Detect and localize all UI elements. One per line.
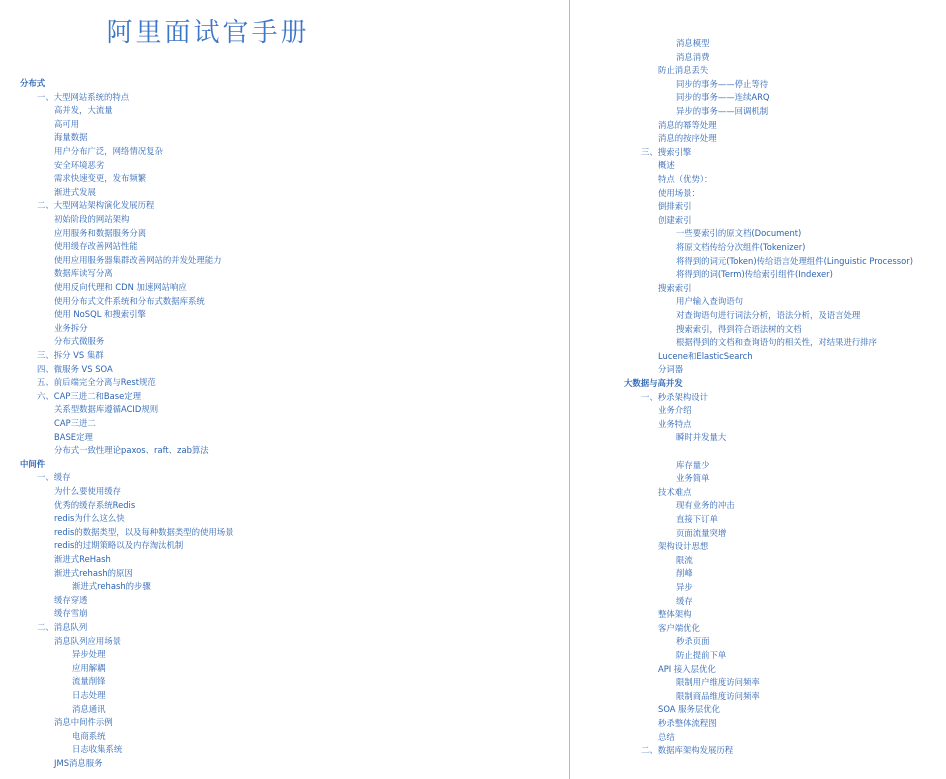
toc-section-heading[interactable]: 大数据与高并发 bbox=[624, 378, 683, 388]
toc-entry[interactable]: 将得到的词元(Token)传给语言处理组件(Linguistic Processor) bbox=[676, 255, 913, 266]
toc-entry[interactable]: 为什么要使用缓存 bbox=[54, 486, 121, 496]
toc-entry[interactable]: 瞬时并发量大 bbox=[676, 432, 727, 443]
toc-entry[interactable]: Lucene和ElasticSearch bbox=[658, 350, 753, 361]
toc-entry[interactable]: 初始阶段的网站架构 bbox=[54, 214, 130, 224]
toc-entry[interactable]: 三、搜索引擎 bbox=[641, 146, 692, 157]
toc-entry[interactable]: 秒杀页面 bbox=[676, 636, 710, 647]
toc-section-heading[interactable]: 中间件 bbox=[20, 458, 46, 469]
toc-entry[interactable]: 高并发，大流量 bbox=[54, 105, 113, 116]
toc-entry[interactable]: 数据库读写分离 bbox=[54, 268, 113, 279]
toc-entry[interactable]: 安全环境恶劣 bbox=[54, 159, 105, 170]
toc-entry[interactable]: 海量数据 bbox=[54, 132, 88, 143]
page-divider bbox=[569, 0, 570, 779]
toc-entry[interactable]: 异步处理 bbox=[72, 649, 106, 660]
toc-entry[interactable]: CAP三进二 bbox=[54, 418, 96, 428]
toc-entry[interactable]: 缓存 bbox=[676, 595, 693, 606]
toc-entry[interactable]: 分布式微服务 bbox=[54, 336, 105, 347]
toc-entry[interactable]: 使用分布式文件系统和分布式数据库系统 bbox=[54, 295, 205, 306]
toc-entry[interactable]: 五、前后端完全分离与Rest规范 bbox=[37, 377, 156, 388]
toc-entry[interactable]: API 接入层优化 bbox=[658, 663, 716, 674]
toc-entry[interactable]: 防止消息丢失 bbox=[658, 65, 709, 76]
toc-entry[interactable]: 消息队列应用场景 bbox=[54, 635, 121, 646]
toc-entry[interactable]: 消息的幂等处理 bbox=[658, 119, 717, 130]
toc-entry[interactable]: 库存量少 bbox=[676, 459, 710, 470]
toc-entry[interactable]: 业务简单 bbox=[676, 473, 710, 484]
toc-entry[interactable]: 用户输入查询语句 bbox=[676, 296, 743, 307]
toc-entry[interactable]: 高可用 bbox=[54, 118, 80, 129]
toc-entry[interactable]: 日志处理 bbox=[72, 690, 106, 700]
toc-entry[interactable]: 整体架构 bbox=[658, 609, 692, 620]
toc-entry[interactable]: 将原文档传给分次组件(Tokenizer) bbox=[676, 242, 806, 252]
toc-entry[interactable]: 关系型数据库遵循ACID规则 bbox=[54, 404, 159, 415]
toc-section-heading[interactable]: 分布式 bbox=[20, 78, 46, 88]
toc-entry[interactable]: 现有业务的冲击 bbox=[676, 500, 735, 511]
toc-entry[interactable]: 应用服务和数据服务分离 bbox=[54, 227, 147, 238]
toc-entry[interactable]: 架构设计思想 bbox=[658, 541, 709, 552]
toc-entry[interactable]: 流量削锋 bbox=[72, 676, 106, 687]
toc-entry[interactable]: 总结 bbox=[658, 731, 675, 742]
toc-entry[interactable]: 二、大型网站架构演化发展历程 bbox=[37, 200, 155, 211]
toc-entry[interactable]: 渐进式rehash的步骤 bbox=[72, 581, 151, 592]
toc-entry[interactable]: 特点（优势）： bbox=[658, 174, 713, 184]
toc-entry[interactable]: 六、CAP三进二和Base定理 bbox=[37, 390, 142, 401]
toc-entry[interactable]: 业务介绍 bbox=[658, 405, 692, 416]
toc-entry[interactable]: 用户分布广泛，网络情况复杂 bbox=[54, 146, 163, 156]
toc-entry[interactable]: 技术难点 bbox=[658, 486, 692, 497]
toc-entry[interactable]: 使用应用服务器集群改善网站的并发处理能力 bbox=[54, 254, 222, 265]
toc-entry[interactable]: 优秀的缓存系统Redis bbox=[54, 499, 136, 510]
toc-entry[interactable]: 直接下订单 bbox=[676, 514, 718, 524]
toc-entry[interactable]: 二、消息队列 bbox=[37, 622, 88, 632]
toc-entry[interactable]: redis为什么这么快 bbox=[54, 513, 125, 524]
toc-entry[interactable]: BASE定理 bbox=[54, 431, 93, 442]
toc-entry[interactable]: 一、秒杀架构设计 bbox=[641, 391, 708, 402]
toc-entry[interactable]: 消息模型 bbox=[676, 38, 710, 48]
toc-entry[interactable]: 消息消费 bbox=[676, 51, 710, 62]
toc-entry[interactable]: 削峰 bbox=[676, 568, 693, 579]
toc-entry[interactable]: 渐进式发展 bbox=[54, 186, 96, 197]
toc-entry[interactable]: 使用缓存改善网站性能 bbox=[54, 241, 138, 252]
toc-entry[interactable]: 渐进式rehash的原因 bbox=[54, 567, 133, 578]
toc-entry[interactable]: 缓存穿透 bbox=[54, 594, 88, 605]
toc-entry[interactable]: 限流 bbox=[676, 554, 693, 565]
toc-entry[interactable]: 同步的事务——停止等待 bbox=[676, 78, 769, 89]
toc-entry[interactable]: 渐进式ReHash bbox=[54, 554, 111, 564]
toc-entry[interactable]: JMS消息服务 bbox=[54, 758, 103, 768]
toc-entry[interactable]: redis的数据类型，以及每种数据类型的使用场景 bbox=[54, 526, 234, 537]
toc-entry[interactable]: 将得到的词(Term)传给索引组件(Indexer) bbox=[676, 269, 833, 280]
toc-entry[interactable]: 三、拆分 VS 集群 bbox=[37, 350, 104, 360]
toc-entry[interactable]: 异步 bbox=[676, 582, 693, 592]
toc-entry[interactable]: 异步的事务——回调机制 bbox=[676, 106, 769, 116]
document-title: 阿里面试官手册 bbox=[106, 18, 310, 48]
toc-entry[interactable]: 消息中间件示例 bbox=[54, 717, 113, 728]
toc-entry[interactable]: 使用 NoSQL 和搜索引擎 bbox=[54, 309, 146, 320]
toc-entry[interactable]: 限制商品维度访问频率 bbox=[676, 690, 760, 701]
toc-entry[interactable]: SOA 服务层优化 bbox=[658, 704, 721, 715]
toc-entry[interactable]: redis的过期策略以及内存淘汰机制 bbox=[54, 540, 184, 551]
toc-entry[interactable]: 一、缓存 bbox=[37, 472, 71, 483]
toc-entry[interactable]: 分词器 bbox=[658, 364, 684, 375]
toc-entry[interactable]: 电商系统 bbox=[72, 730, 106, 741]
toc-entry[interactable]: 防止提前下单 bbox=[676, 650, 727, 660]
toc-entry[interactable]: 分布式一致性理论paxos、raft、zab算法 bbox=[54, 445, 209, 456]
toc-entry[interactable]: 消息通讯 bbox=[72, 703, 106, 714]
toc-entry[interactable]: 使用反向代理和 CDN 加速网站响应 bbox=[54, 282, 187, 292]
toc-entry[interactable]: 一些要索引的原文档(Document) bbox=[676, 228, 802, 239]
toc-entry[interactable]: 限制用户维度访问频率 bbox=[676, 677, 760, 688]
toc-entry[interactable]: 业务特点 bbox=[658, 418, 692, 429]
toc-entry[interactable]: 同步的事务——连续ARQ bbox=[676, 92, 770, 103]
toc-entry[interactable]: 搜索索引，得到符合语法树的文档 bbox=[676, 323, 802, 334]
toc-entry[interactable]: 一、大型网站系统的特点 bbox=[37, 91, 130, 102]
toc-entry[interactable]: 搜索索引 bbox=[658, 282, 692, 293]
toc-entry[interactable]: 缓存雪崩 bbox=[54, 608, 88, 619]
toc-entry[interactable]: 使用场景： bbox=[658, 187, 700, 198]
toc-entry[interactable]: 日志收集系统 bbox=[72, 744, 123, 755]
toc-entry[interactable]: 业务拆分 bbox=[54, 322, 88, 333]
toc-entry[interactable]: 概述 bbox=[658, 160, 675, 171]
toc-entry[interactable]: 需求快速变更，发布频繁 bbox=[54, 173, 147, 184]
toc-entry[interactable]: 客户端优化 bbox=[658, 622, 700, 633]
toc-entry[interactable]: 秒杀整体流程图 bbox=[658, 718, 717, 728]
toc-entry[interactable]: 二、数据库架构发展历程 bbox=[641, 745, 734, 756]
toc-entry[interactable]: 创建索引 bbox=[658, 214, 692, 225]
toc-entry[interactable]: 消息的按序处理 bbox=[658, 133, 717, 144]
toc-entry[interactable]: 四、微服务 VS SOA bbox=[37, 363, 113, 374]
toc-entry[interactable]: 根据得到的文档和查询语句的相关性，对结果进行排序 bbox=[676, 337, 877, 348]
toc-entry[interactable]: 应用解耦 bbox=[72, 662, 106, 673]
toc-entry[interactable]: 对查询语句进行词法分析，语法分析，及语言处理 bbox=[676, 310, 861, 320]
toc-entry[interactable]: 页面流量突增 bbox=[676, 527, 727, 538]
toc-entry[interactable]: 倒排索引 bbox=[658, 201, 692, 212]
